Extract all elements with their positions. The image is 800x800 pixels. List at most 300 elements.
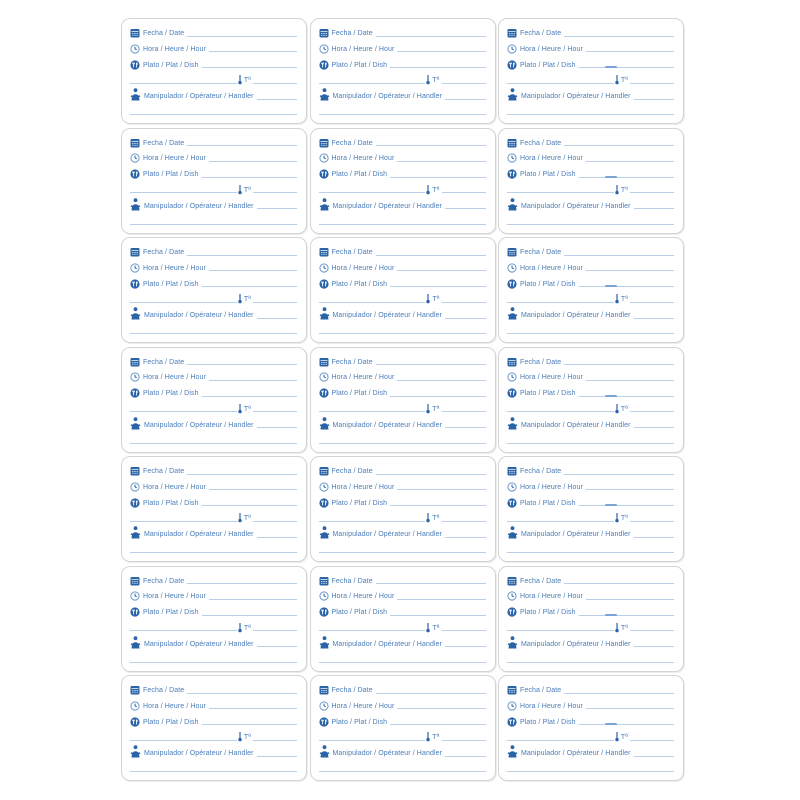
- manipulador-write-line: [634, 208, 674, 209]
- bottom-write-line: [319, 771, 486, 772]
- manipulador-label: Manipulador / Opérateur / Handler: [521, 750, 631, 758]
- manipulador-write-line: [445, 318, 485, 319]
- plato-row: [507, 278, 674, 289]
- hora-label: Hora / Heure / Hour: [331, 593, 395, 601]
- fecha-label: Fecha / Date: [331, 30, 373, 37]
- person-icon: [319, 636, 330, 649]
- clock-icon: [319, 263, 329, 273]
- fecha-label: Fecha / Date: [143, 30, 185, 37]
- temp-left-write-line: [130, 192, 237, 193]
- label-sheet: [121, 18, 687, 781]
- temperature-label: Tª: [432, 77, 440, 85]
- hora-write-line: [586, 489, 674, 490]
- label-sticker: [498, 18, 684, 124]
- label-sticker: [310, 128, 496, 234]
- temp-right-write-line: [442, 521, 486, 522]
- fecha-row: [319, 27, 486, 38]
- manipulador-label: Manipulador / Opérateur / Handler: [332, 421, 443, 429]
- clock-icon: [507, 482, 517, 492]
- bottom-row: [319, 106, 486, 117]
- calendar-icon: [319, 247, 329, 257]
- bottom-write-line: [319, 224, 486, 225]
- manipulador-label: Manipulador / Opérateur / Handler: [521, 202, 631, 210]
- fecha-row: [130, 684, 297, 695]
- plato-label: Plato / Plat / Dish: [143, 280, 199, 288]
- hora-row: [130, 152, 297, 163]
- bottom-write-line: [130, 114, 297, 115]
- manipulador-label: Manipulador / Opérateur / Handler: [521, 312, 631, 320]
- temperature-label: Tª: [243, 186, 251, 194]
- temperature-label: Tª: [432, 186, 440, 194]
- bottom-write-line: [319, 443, 486, 444]
- fecha-label: Fecha / Date: [143, 358, 185, 366]
- hora-row: [130, 590, 297, 601]
- temp-right-write-line: [253, 411, 297, 412]
- hora-row: [130, 262, 297, 273]
- temp-left-write-line: [319, 192, 426, 193]
- label-sticker: [121, 237, 307, 343]
- plato-write-line: [579, 286, 674, 287]
- hora-row: [507, 700, 674, 711]
- plato-write-line: [390, 615, 485, 616]
- hora-row: [130, 481, 297, 492]
- manipulador-write-line: [445, 427, 485, 428]
- manipulador-write-line: [445, 208, 485, 209]
- bottom-write-line: [507, 443, 674, 444]
- plato-row: [130, 606, 297, 617]
- label-sticker: [121, 566, 307, 672]
- plato-label: Plato / Plat / Dish: [520, 390, 576, 398]
- temp-right-write-line: [253, 302, 297, 303]
- fecha-row: [319, 356, 486, 367]
- fecha-row: [319, 137, 486, 148]
- temperature-row: [319, 622, 486, 633]
- bottom-row: [319, 215, 486, 226]
- clock-icon: [319, 482, 329, 492]
- temp-right-write-line: [630, 521, 674, 522]
- clock-icon: [130, 372, 140, 382]
- hora-row: [507, 590, 674, 601]
- fecha-row: [130, 246, 297, 257]
- temperature-row: [319, 403, 486, 414]
- calendar-icon: [507, 576, 517, 586]
- temperature-row: [130, 622, 297, 633]
- manipulador-label: Manipulador / Opérateur / Handler: [521, 640, 631, 648]
- person-icon: [319, 198, 330, 211]
- plato-write-line: [579, 615, 674, 616]
- plato-label: Plato / Plat / Dish: [331, 390, 388, 398]
- temp-left-write-line: [507, 302, 614, 303]
- plato-dash-mark: [605, 395, 617, 397]
- plato-label: Plato / Plat / Dish: [520, 609, 576, 617]
- fecha-write-line: [564, 145, 674, 146]
- plato-dash-mark: [605, 723, 617, 725]
- plato-dash-mark: [605, 614, 617, 616]
- manipulador-row: [507, 747, 674, 758]
- temp-left-write-line: [507, 740, 614, 741]
- fecha-label: Fecha / Date: [143, 468, 185, 475]
- bottom-row: [319, 434, 486, 445]
- temperature-row: [507, 512, 674, 523]
- temp-right-write-line: [253, 521, 297, 522]
- manipulador-write-line: [634, 318, 674, 319]
- plato-label: Plato / Plat / Dish: [520, 499, 576, 507]
- manipulador-label: Manipulador / Opérateur / Handler: [521, 531, 631, 539]
- fecha-row: [319, 575, 486, 586]
- manipulador-label: Manipulador / Opérateur / Handler: [144, 531, 254, 539]
- hora-write-line: [209, 380, 297, 381]
- person-icon: [507, 307, 518, 320]
- hora-write-line: [209, 489, 297, 490]
- manipulador-label: Manipulador / Opérateur / Handler: [332, 640, 443, 648]
- hora-write-line: [586, 51, 674, 52]
- temperature-label: Tª: [243, 405, 251, 413]
- temperature-row: [507, 293, 674, 304]
- temp-left-write-line: [507, 521, 614, 522]
- temperature-row: [319, 512, 486, 523]
- plato-label: Plato / Plat / Dish: [331, 280, 388, 288]
- calendar-icon: [130, 576, 140, 586]
- hora-write-line: [397, 489, 485, 490]
- label-sticker: [121, 675, 307, 781]
- manipulador-write-line: [257, 537, 297, 538]
- temperature-label: Tª: [432, 734, 440, 742]
- label-sticker: [121, 347, 307, 453]
- plato-row: [319, 606, 486, 617]
- calendar-icon: [130, 28, 140, 38]
- calendar-icon: [319, 576, 329, 586]
- hora-write-line: [209, 599, 297, 600]
- clock-icon: [319, 153, 329, 163]
- plato-row: [319, 278, 486, 289]
- hora-row: [319, 262, 486, 273]
- temp-left-write-line: [130, 302, 237, 303]
- hora-write-line: [397, 270, 485, 271]
- hora-row: [507, 43, 674, 54]
- plato-dash-mark: [605, 285, 617, 287]
- clock-icon: [507, 591, 517, 601]
- dish-icon: [507, 717, 517, 727]
- bottom-write-line: [319, 552, 486, 553]
- person-icon: [319, 88, 330, 101]
- plato-label: Plato / Plat / Dish: [331, 609, 388, 617]
- bottom-write-line: [507, 552, 674, 553]
- bottom-row: [319, 544, 486, 555]
- temp-right-write-line: [442, 302, 486, 303]
- label-sticker: [310, 347, 496, 453]
- bottom-row: [507, 215, 674, 226]
- dish-icon: [319, 498, 329, 508]
- calendar-icon: [319, 685, 329, 695]
- label-grid: [121, 18, 687, 781]
- manipulador-write-line: [445, 99, 485, 100]
- dish-icon: [507, 169, 517, 179]
- temperature-row: [130, 293, 297, 304]
- manipulador-write-line: [634, 427, 674, 428]
- fecha-label: Fecha / Date: [520, 139, 562, 147]
- dish-icon: [319, 607, 329, 617]
- hora-label: Hora / Heure / Hour: [143, 264, 206, 272]
- manipulador-label: Manipulador / Opérateur / Handler: [521, 421, 631, 429]
- fecha-write-line: [564, 255, 674, 256]
- person-icon: [319, 745, 330, 758]
- dish-icon: [507, 498, 517, 508]
- temp-right-write-line: [253, 740, 297, 741]
- person-icon: [130, 526, 141, 539]
- fecha-label: Fecha / Date: [331, 468, 373, 475]
- plato-row: [507, 168, 674, 179]
- dish-icon: [507, 607, 517, 617]
- temp-left-write-line: [319, 411, 426, 412]
- fecha-label: Fecha / Date: [143, 249, 185, 256]
- fecha-label: Fecha / Date: [520, 687, 562, 694]
- manipulador-label: Manipulador / Opérateur / Handler: [521, 93, 631, 101]
- temperature-row: [507, 74, 674, 85]
- temp-right-write-line: [442, 740, 486, 741]
- bottom-row: [130, 106, 297, 117]
- fecha-row: [130, 27, 297, 38]
- temp-right-write-line: [442, 83, 486, 84]
- fecha-label: Fecha / Date: [331, 358, 373, 366]
- hora-write-line: [209, 161, 297, 162]
- fecha-row: [130, 575, 297, 586]
- calendar-icon: [130, 357, 140, 367]
- plato-label: Plato / Plat / Dish: [143, 609, 199, 617]
- person-icon: [507, 636, 518, 649]
- manipulador-write-line: [445, 646, 485, 647]
- bottom-write-line: [130, 771, 297, 772]
- manipulador-write-line: [634, 99, 674, 100]
- hora-write-line: [397, 380, 485, 381]
- temperature-label: Tª: [620, 624, 628, 632]
- fecha-row: [130, 137, 297, 148]
- temperature-label: Tª: [243, 624, 251, 632]
- plato-row: [319, 497, 486, 508]
- manipulador-write-line: [257, 208, 297, 209]
- person-icon: [507, 417, 518, 430]
- fecha-write-line: [187, 36, 297, 37]
- temp-right-write-line: [442, 192, 486, 193]
- hora-write-line: [397, 161, 485, 162]
- label-sticker: [498, 675, 684, 781]
- hora-label: Hora / Heure / Hour: [520, 264, 583, 272]
- temp-left-write-line: [319, 302, 426, 303]
- hora-row: [319, 481, 486, 492]
- manipulador-row: [319, 419, 486, 430]
- fecha-row: [319, 684, 486, 695]
- fecha-row: [507, 684, 674, 695]
- dish-icon: [319, 279, 329, 289]
- temperature-row: [130, 731, 297, 742]
- temp-left-write-line: [507, 83, 614, 84]
- bottom-row: [319, 325, 486, 336]
- manipulador-label: Manipulador / Opérateur / Handler: [144, 421, 254, 429]
- bottom-row: [130, 434, 297, 445]
- fecha-label: Fecha / Date: [520, 249, 562, 256]
- plato-label: Plato / Plat / Dish: [331, 499, 388, 507]
- plato-row: [319, 59, 486, 70]
- temperature-row: [507, 731, 674, 742]
- fecha-row: [507, 246, 674, 257]
- hora-row: [507, 152, 674, 163]
- manipulador-row: [507, 419, 674, 430]
- dish-icon: [507, 388, 517, 398]
- plato-label: Plato / Plat / Dish: [143, 390, 199, 398]
- temperature-label: Tª: [620, 515, 628, 523]
- hora-write-line: [209, 708, 297, 709]
- person-icon: [130, 636, 141, 649]
- hora-label: Hora / Heure / Hour: [143, 593, 206, 601]
- bottom-row: [130, 763, 297, 774]
- bottom-write-line: [319, 333, 486, 334]
- plato-write-line: [202, 286, 297, 287]
- fecha-write-line: [376, 255, 486, 256]
- plato-row: [130, 59, 297, 70]
- clock-icon: [319, 372, 329, 382]
- bottom-write-line: [130, 443, 297, 444]
- plato-dash-mark: [605, 504, 617, 506]
- dish-icon: [130, 607, 140, 617]
- hora-row: [130, 371, 297, 382]
- temperature-label: Tª: [243, 296, 251, 304]
- temperature-row: [130, 74, 297, 85]
- hora-label: Hora / Heure / Hour: [520, 702, 583, 710]
- temp-right-write-line: [630, 740, 674, 741]
- calendar-icon: [507, 247, 517, 257]
- clock-icon: [507, 263, 517, 273]
- clock-icon: [507, 44, 517, 54]
- fecha-write-line: [187, 145, 297, 146]
- dish-icon: [130, 388, 140, 398]
- temp-left-write-line: [130, 521, 237, 522]
- hora-write-line: [209, 51, 297, 52]
- dish-icon: [130, 717, 140, 727]
- fecha-write-line: [187, 364, 297, 365]
- dish-icon: [319, 388, 329, 398]
- fecha-label: Fecha / Date: [520, 468, 562, 475]
- manipulador-write-line: [257, 427, 297, 428]
- temp-left-write-line: [507, 192, 614, 193]
- manipulador-write-line: [634, 537, 674, 538]
- plato-dash-mark: [605, 176, 617, 178]
- temp-right-write-line: [630, 630, 674, 631]
- manipulador-write-line: [257, 318, 297, 319]
- manipulador-label: Manipulador / Opérateur / Handler: [332, 312, 443, 320]
- fecha-label: Fecha / Date: [520, 358, 562, 366]
- temp-left-write-line: [507, 411, 614, 412]
- temp-left-write-line: [130, 630, 237, 631]
- calendar-icon: [319, 466, 329, 476]
- temperature-row: [130, 184, 297, 195]
- temperature-label: Tª: [432, 515, 440, 523]
- manipulador-label: Manipulador / Opérateur / Handler: [332, 202, 443, 210]
- plato-write-line: [390, 505, 485, 506]
- fecha-row: [507, 27, 674, 38]
- calendar-icon: [130, 138, 140, 148]
- person-icon: [130, 198, 141, 211]
- plato-row: [319, 387, 486, 398]
- person-icon: [507, 745, 518, 758]
- manipulador-row: [319, 528, 486, 539]
- manipulador-row: [319, 200, 486, 211]
- temp-left-write-line: [319, 740, 426, 741]
- manipulador-label: Manipulador / Opérateur / Handler: [332, 750, 443, 758]
- bottom-write-line: [507, 224, 674, 225]
- label-sticker: [498, 128, 684, 234]
- person-icon: [319, 307, 330, 320]
- temp-right-write-line: [253, 83, 297, 84]
- manipulador-row: [130, 528, 297, 539]
- plato-row: [130, 716, 297, 727]
- hora-row: [319, 152, 486, 163]
- person-icon: [130, 307, 141, 320]
- manipulador-write-line: [445, 537, 485, 538]
- bottom-row: [507, 544, 674, 555]
- hora-label: Hora / Heure / Hour: [331, 483, 395, 491]
- bottom-row: [319, 763, 486, 774]
- temperature-label: Tª: [620, 77, 628, 85]
- manipulador-label: Manipulador / Opérateur / Handler: [144, 750, 254, 758]
- label-sticker: [310, 566, 496, 672]
- fecha-write-line: [376, 583, 486, 584]
- dish-icon: [130, 60, 140, 70]
- clock-icon: [130, 482, 140, 492]
- plato-label: Plato / Plat / Dish: [143, 171, 199, 179]
- fecha-write-line: [187, 583, 297, 584]
- manipulador-row: [319, 309, 486, 320]
- dish-icon: [319, 60, 329, 70]
- fecha-row: [130, 356, 297, 367]
- bottom-row: [130, 325, 297, 336]
- person-icon: [507, 526, 518, 539]
- manipulador-row: [507, 638, 674, 649]
- plato-write-line: [202, 724, 297, 725]
- dish-icon: [507, 279, 517, 289]
- calendar-icon: [319, 357, 329, 367]
- manipulador-write-line: [445, 756, 485, 757]
- hora-label: Hora / Heure / Hour: [143, 155, 206, 163]
- temperature-label: Tª: [243, 734, 251, 742]
- temperature-label: Tª: [620, 405, 628, 413]
- plato-label: Plato / Plat / Dish: [331, 718, 388, 726]
- temperature-row: [130, 512, 297, 523]
- hora-row: [319, 371, 486, 382]
- hora-write-line: [586, 270, 674, 271]
- bottom-write-line: [130, 662, 297, 663]
- plato-row: [507, 387, 674, 398]
- temp-right-write-line: [253, 630, 297, 631]
- plato-row: [319, 716, 486, 727]
- plato-label: Plato / Plat / Dish: [520, 718, 576, 726]
- bottom-row: [507, 434, 674, 445]
- temperature-row: [507, 622, 674, 633]
- hora-label: Hora / Heure / Hour: [143, 702, 206, 710]
- manipulador-row: [319, 90, 486, 101]
- plato-write-line: [579, 177, 674, 178]
- hora-label: Hora / Heure / Hour: [331, 264, 395, 272]
- hora-row: [507, 481, 674, 492]
- temperature-row: [319, 184, 486, 195]
- clock-icon: [319, 701, 329, 711]
- plato-write-line: [390, 724, 485, 725]
- fecha-label: Fecha / Date: [143, 139, 185, 147]
- plato-label: Plato / Plat / Dish: [520, 61, 576, 69]
- label-sticker: [310, 456, 496, 562]
- manipulador-label: Manipulador / Opérateur / Handler: [144, 312, 254, 320]
- manipulador-row: [130, 747, 297, 758]
- plato-write-line: [390, 396, 485, 397]
- temperature-row: [319, 293, 486, 304]
